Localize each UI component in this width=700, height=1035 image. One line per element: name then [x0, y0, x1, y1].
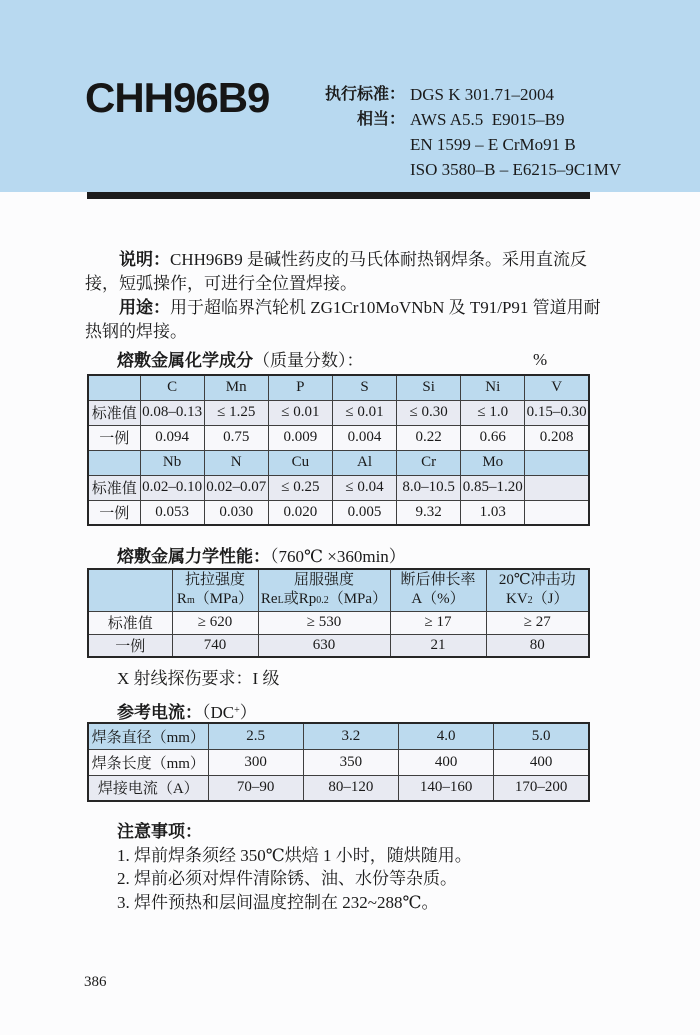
mechanical-section-title: 熔敷金属力学性能：（760℃ ×360min）	[117, 547, 406, 566]
current-row	[88, 775, 589, 801]
equivalent-value-3: ISO 3580–B – E6215–9C1MV	[410, 160, 622, 179]
chem-standard-row-1	[88, 400, 589, 425]
chem-element: C	[140, 375, 204, 400]
chemical-section-title: 熔敷金属化学成分（质量分数）：	[117, 351, 364, 370]
length-value: 300	[208, 749, 303, 775]
equivalent-row	[290, 107, 621, 132]
chem-element: Al	[332, 450, 396, 475]
chemical-unit-label: %	[533, 350, 548, 369]
chem-header-row-1	[88, 375, 589, 400]
intro-paragraphs	[85, 248, 615, 344]
equivalent-value-2: EN 1599 – E CrMo91 B	[410, 135, 576, 154]
header-divider-bar	[87, 192, 590, 199]
mech-col-tensile: 抗拉强度 Rm（MPa）	[172, 569, 258, 611]
page-number: 386	[84, 974, 107, 990]
chem-value: 0.030	[204, 500, 268, 525]
chem-value: 0.66	[461, 425, 525, 450]
current-value: 70–90	[208, 775, 303, 801]
chem-element	[525, 450, 589, 475]
notes-title: 注意事项：	[117, 822, 202, 841]
equivalent-label: 相当：	[356, 111, 405, 128]
length-value: 400	[494, 749, 589, 775]
row-label: 焊条长度（mm）	[88, 749, 208, 775]
chem-value: 0.22	[397, 425, 461, 450]
diameter-value: 2.5	[208, 723, 303, 749]
mech-example-row	[88, 634, 589, 657]
chem-value: ≤ 0.25	[268, 475, 332, 500]
chem-value: ≤ 1.25	[204, 400, 268, 425]
chem-value: ≤ 0.04	[332, 475, 396, 500]
equivalent-value-1: AWS A5.5 E9015–B9	[410, 110, 565, 129]
row-label: 焊条直径（mm）	[88, 723, 208, 749]
chem-value: 0.005	[332, 500, 396, 525]
diameter-value: 3.2	[303, 723, 398, 749]
chem-example-row-2	[88, 500, 589, 525]
mechanical-properties-table	[87, 568, 590, 658]
chem-element: N	[204, 450, 268, 475]
row-label: 一例	[88, 634, 172, 657]
equivalent-row	[290, 157, 621, 182]
usage-label: 用途：	[119, 298, 170, 317]
chem-value: 0.208	[525, 425, 589, 450]
chem-value: 0.094	[140, 425, 204, 450]
chem-value: 0.85–1.20	[461, 475, 525, 500]
chemical-composition-table	[87, 374, 590, 526]
row-label: 标准值	[88, 611, 172, 634]
chem-standard-row-2	[88, 475, 589, 500]
chem-header-row-2	[88, 450, 589, 475]
usage-text: 用于超临界汽轮机 ZG1Cr10MoVNbN 及 T91/P91 管道用耐热钢的焊接。	[85, 298, 601, 341]
chem-value: 9.32	[397, 500, 461, 525]
row-label: 标准值	[88, 475, 140, 500]
chem-value: 0.15–0.30	[525, 400, 589, 425]
note-item: 1. 焊前焊条须经 350℃烘焙 1 小时，随烘随用。	[117, 845, 472, 865]
length-row	[88, 749, 589, 775]
chem-value: 0.75	[204, 425, 268, 450]
chem-element: Mn	[204, 375, 268, 400]
mech-col-elongation: 断后伸长率 A（%）	[390, 569, 486, 611]
current-value: 140–160	[399, 775, 494, 801]
chem-element: P	[268, 375, 332, 400]
standard-label: 执行标准：	[324, 86, 405, 103]
chem-element: Ni	[461, 375, 525, 400]
chem-value: ≤ 0.30	[397, 400, 461, 425]
chem-element: Nb	[140, 450, 204, 475]
mech-value: 80	[486, 634, 589, 657]
mech-value: 21	[390, 634, 486, 657]
current-value: 170–200	[494, 775, 589, 801]
chem-element: Cr	[397, 450, 461, 475]
usage-paragraph	[85, 296, 615, 344]
row-label: 焊接电流（A）	[88, 775, 208, 801]
length-value: 350	[303, 749, 398, 775]
chem-value: 8.0–10.5	[397, 475, 461, 500]
chem-value: ≤ 1.0	[461, 400, 525, 425]
description-text: CHH96B9 是碱性药皮的马氏体耐热钢焊条。采用直流反接，短弧操作，可进行全位置焊接。	[85, 250, 587, 293]
xray-requirement-note: X 射线探伤要求：I 级	[117, 669, 280, 688]
mech-header-row	[88, 569, 589, 611]
row-label: 一例	[88, 425, 140, 450]
row-label: 一例	[88, 500, 140, 525]
chem-element: Cu	[268, 450, 332, 475]
mech-value: 630	[258, 634, 390, 657]
mech-value: ≥ 620	[172, 611, 258, 634]
diameter-value: 5.0	[494, 723, 589, 749]
mech-col-impact: 20℃冲击功 KV2（J）	[486, 569, 589, 611]
row-label: 标准值	[88, 400, 140, 425]
chem-value: ≤ 0.01	[268, 400, 332, 425]
mech-value: ≥ 17	[390, 611, 486, 634]
chem-value: 0.004	[332, 425, 396, 450]
standard-row	[290, 82, 621, 107]
chem-element: S	[332, 375, 396, 400]
mech-value: 740	[172, 634, 258, 657]
chem-example-row-1	[88, 425, 589, 450]
product-code-title: CHH96B9	[85, 74, 270, 121]
length-value: 400	[399, 749, 494, 775]
note-item: 2. 焊前必须对焊件清除锈、油、水份等杂质。	[117, 869, 457, 888]
mech-standard-row	[88, 611, 589, 634]
diameter-value: 4.0	[399, 723, 494, 749]
chem-value	[525, 500, 589, 525]
current-value: 80–120	[303, 775, 398, 801]
reference-current-table	[87, 722, 590, 802]
notes-block	[117, 820, 472, 914]
note-item: 3. 焊件预热和层间温度控制在 232~288℃。	[117, 892, 439, 912]
current-section-title: 参考电流：（DC+）	[117, 703, 257, 722]
chem-value: 0.08–0.13	[140, 400, 204, 425]
chem-element: Mo	[461, 450, 525, 475]
chem-value: 0.009	[268, 425, 332, 450]
equivalent-row	[290, 132, 621, 157]
mech-value: ≥ 530	[258, 611, 390, 634]
chem-element: V	[525, 375, 589, 400]
description-paragraph	[85, 248, 615, 296]
standards-block	[290, 82, 621, 182]
description-label: 说明：	[119, 250, 170, 269]
chem-value	[525, 475, 589, 500]
chem-value: 1.03	[461, 500, 525, 525]
mech-col-yield: 屈服强度 ReL或Rp0.2（MPa）	[258, 569, 390, 611]
standard-value: DGS K 301.71–2004	[410, 85, 555, 104]
diameter-row	[88, 723, 589, 749]
chem-value: 0.02–0.10	[140, 475, 204, 500]
chem-value: 0.053	[140, 500, 204, 525]
mech-value: ≥ 27	[486, 611, 589, 634]
chem-value: 0.020	[268, 500, 332, 525]
chem-element: Si	[397, 375, 461, 400]
chem-value: ≤ 0.01	[332, 400, 396, 425]
chem-value: 0.02–0.07	[204, 475, 268, 500]
